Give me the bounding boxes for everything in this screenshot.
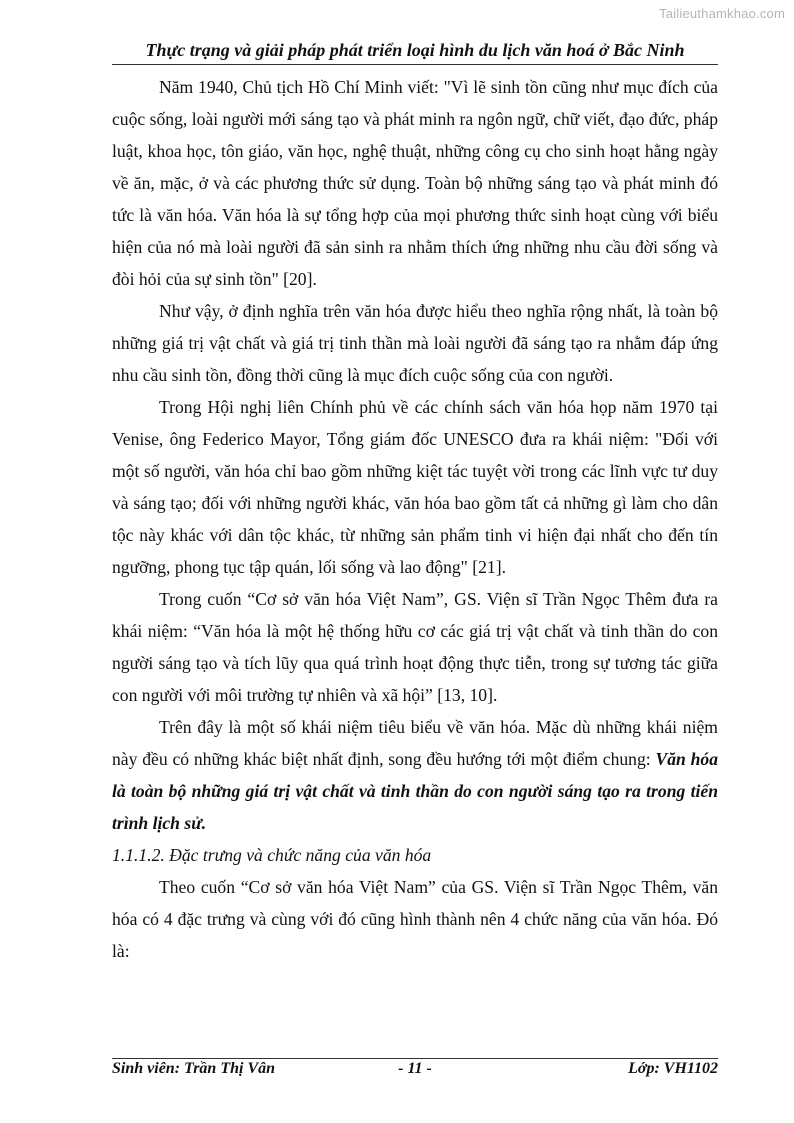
paragraph-broad-definition: Như vậy, ở định nghĩa trên văn hóa được hiểu theo nghĩa rộng nhất, là toàn bộ những giá trị vật chất và giá trị tinh thần mà loài người đã sáng tạo ra nhằm đáp ứng nhu cầu sinh tồn, đồng thời cũng là mục đích cuộc sống của con người. [112,301,718,385]
paragraph-ho-chi-minh-quote: Năm 1940, Chủ tịch Hồ Chí Minh viết: "Vì lẽ sinh tồn cũng như mục đích của cuộc sống, loài người mới sáng tạo và phát minh ra ngôn ngữ, chữ viết, đạo đức, pháp luật, khoa học, tôn giáo, văn học, nghệ thuật, những công cụ cho sinh hoạt hằng ngày về ăn, mặc, ở và các phương thức sử dụng. Toàn bộ những sáng tạo và phát minh đó tức là văn hóa. Văn hóa là sự tổng hợp của mọi phương thức sinh hoạt cùng với biểu hiện của nó mà loài người đã sản sinh ra nhằm thích ứng những nhu cầu đời sống và đòi hỏi của sự sinh tồn" [20]. [112,77,718,289]
conclusion-text: Trên đây là một số khái niệm tiêu biểu về văn hóa. Mặc dù những khái niệm này đều có những khác biệt nhất định, song đều hướng tới một điểm chung: [112,717,718,769]
footer-student-name: Sinh viên: Trần Thị Vân [112,1060,276,1077]
paragraph-unesco-definition: Trong Hội nghị liên Chính phủ về các chính sách văn hóa họp năm 1970 tại Venise, ông Federico Mayor, Tổng giám đốc UNESCO đưa ra khái niệm: "Đối với một số người, văn hóa chỉ bao gồm những kiệt tác tuyệt vời trong các lĩnh vực tư duy và sáng tạo; đối với những người khác, văn hóa bao gồm tất cả những gì làm cho dân tộc này khác với dân tộc khác, từ những sản phẩm tinh vi hiện đại nhất cho đến tín ngưỡng, phong tục tập quán, lối sống và lao động" [21]. [112,397,718,577]
paragraph-characteristics-intro: Theo cuốn “Cơ sở văn hóa Việt Nam” của GS. Viện sĩ Trần Ngọc Thêm, văn hóa có 4 đặc trưng và cùng với đó cũng hình thành nên 4 chức năng của văn hóa. Đó là: [112,877,718,961]
header-divider [112,64,718,65]
page-footer [112,1060,718,1084]
section-subheading: 1.1.1.2. Đặc trưng và chức năng của văn hóa [112,845,432,865]
footer-divider [112,1058,718,1059]
watermark-text: Tailieuthamkhao.com [659,6,785,21]
paragraph-tran-ngoc-them-definition: Trong cuốn “Cơ sở văn hóa Việt Nam”, GS. Viện sĩ Trần Ngọc Thêm đưa ra khái niệm: “Văn hóa là một hệ thống hữu cơ các giá trị vật chất và tinh thần do con người sáng tạo và tích lũy qua quá trình hoạt động thực tiễn, trong sự tương tác giữa con người với môi trường tự nhiên và xã hội” [13, 10]. [112,589,718,705]
conclusion-emphasis: Văn hóa là toàn bộ những giá trị vật chất và tinh thần do con người sáng tạo ra trong tiến trình lịch sử. [112,749,719,833]
running-header-title: Thực trạng và giải pháp phát triển loại hình du lịch văn hoá ở Bắc Ninh [145,40,685,60]
document-body [112,71,718,967]
footer-page-number: - 11 - [398,1060,432,1077]
footer-class-code: Lớp: VH1102 [628,1060,718,1077]
paragraph-conclusion [112,711,718,839]
